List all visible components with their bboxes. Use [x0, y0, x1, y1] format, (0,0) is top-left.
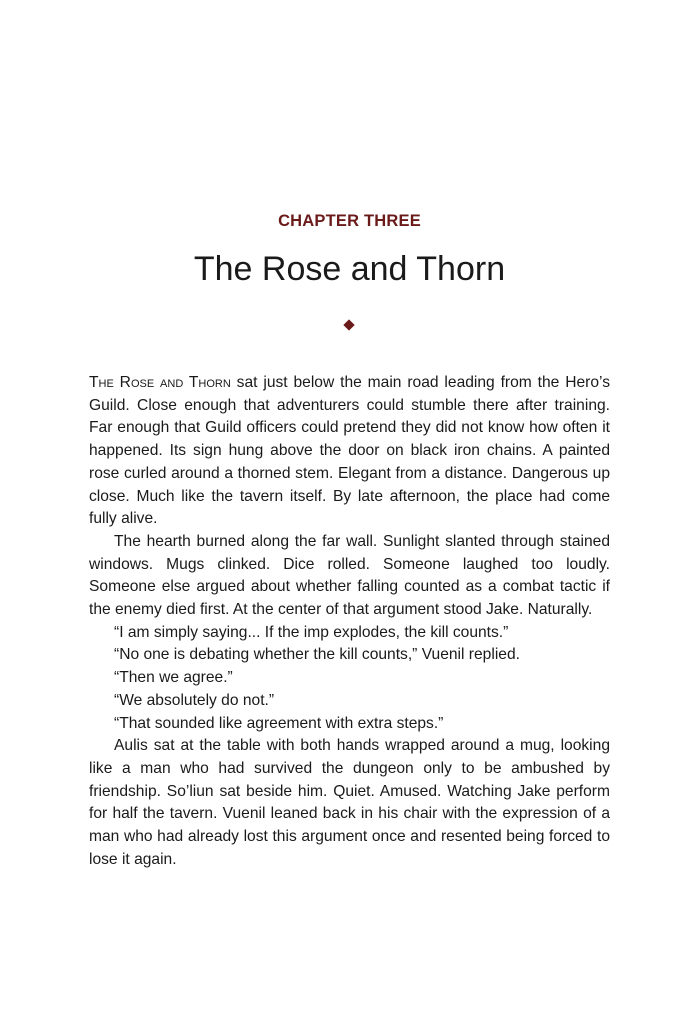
diamond-ornament-icon	[343, 319, 354, 330]
paragraph-1	[89, 372, 610, 531]
dialogue-line-1: “I am simply saying... If the imp explodes, the kill counts.”	[114, 623, 509, 641]
chapter-label: CHAPTER THREE	[278, 212, 421, 230]
paragraph-final: Aulis sat at the table with both hands wrapped around a mug, looking like a man who had survived the dungeon only to be ambushed by friendship. So’liun sat beside him. Quiet. Amused. Watching Jake perform for half the tavern. Vuenil leaned back in his chair with the expression of a man who had already lost this argument once and resented being forced to lose it again.	[89, 737, 610, 868]
dialogue-line-4: “We absolutely do not.”	[114, 691, 275, 709]
paragraph-1-text: sat just below the main road leading from the Hero’s Guild. Close enough that adventurers could stumble there after training. Far enough that Guild officers could pretend they did not know how often it happened. Its sign hung above the door on black iron chains. A painted rose curled around a thorned stem. Elegant from a distance. Dangerous up close. Much like the tavern itself. By late afternoon, the place had come fully alive.	[89, 374, 610, 528]
dialogue-line-5: “That sounded like agreement with extra steps.”	[114, 714, 444, 732]
chapter-body	[89, 372, 610, 871]
tavern-name-small-caps: The Rose and Thorn	[89, 374, 231, 391]
dialogue-line-3: “Then we agree.”	[114, 669, 233, 687]
chapter-title: The Rose and Thorn	[193, 250, 506, 288]
dialogue-line-2: “No one is debating whether the kill counts,” Vuenil replied.	[114, 646, 520, 664]
paragraph-2: The hearth burned along the far wall. Sunlight slanted through stained windows. Mugs clinked. Dice rolled. Someone laughed too loudly. Someone else argued about whether falling counted as a combat tactic if the enemy died first. At the center of that argument stood Jake. Naturally.	[89, 532, 610, 619]
